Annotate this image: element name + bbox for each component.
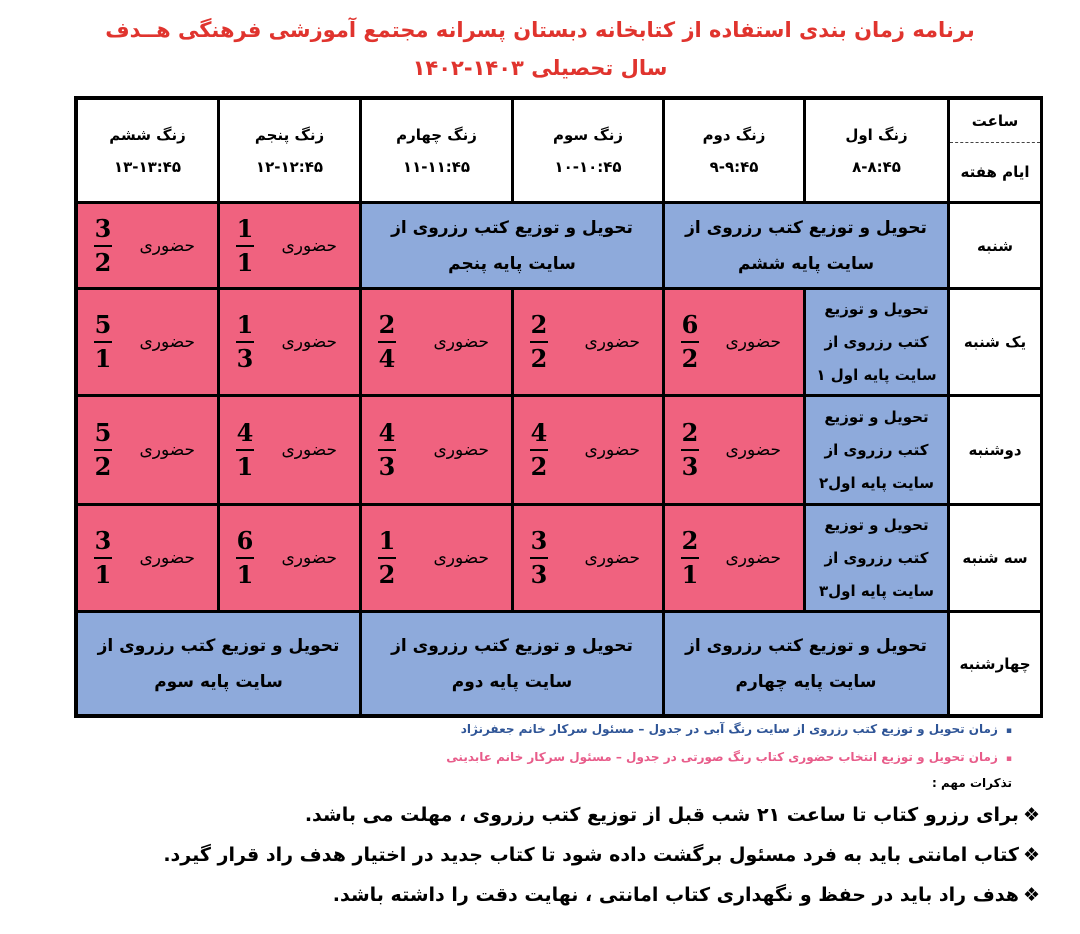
fraction-numerator: 2 <box>378 310 396 339</box>
pink-cell-mon-p6 <box>78 397 217 503</box>
blue-cell-sat-1: تحویل و توزیع کتب رزروی از سایت پایه ششم <box>665 204 947 287</box>
fraction-numerator: 3 <box>94 526 112 555</box>
fraction-denominator: 1 <box>236 560 254 589</box>
pink-cell-tue-p5 <box>220 506 359 610</box>
in-person-label: حضوری <box>725 332 781 352</box>
fraction-bar <box>530 449 548 451</box>
fraction <box>530 419 548 481</box>
pink-cell-tue-p4 <box>362 506 511 610</box>
fraction-numerator: 6 <box>236 526 254 555</box>
fraction-denominator: 3 <box>530 560 548 589</box>
pink-cell-sun-p4 <box>362 290 511 394</box>
pink-cell-sun-p5 <box>220 290 359 394</box>
schedule-table <box>74 96 1043 718</box>
fraction <box>378 419 396 481</box>
pink-note-text: زمان تحویل و توزیع انتخاب حضوری کتاب رنگ صورتی در جدول – مسئول سرکار خانم عابدینی <box>446 750 998 764</box>
fraction-bar <box>378 449 396 451</box>
period-name: زنگ دوم <box>702 125 766 144</box>
page-title: برنامه زمان بندی استفاده از کتابخانه دبستان پسرانه مجتمع آموزشی فرهنگی هــدف <box>105 18 975 42</box>
fraction-denominator: 2 <box>530 452 548 481</box>
fraction-denominator: 2 <box>94 452 112 481</box>
pink-cell-mon-p2 <box>665 397 803 503</box>
hours-label: ساعت <box>950 100 1040 143</box>
page-subtitle: سال تحصیلی ۱۴۰۳-۱۴۰۲ <box>412 56 668 80</box>
weekdays-label: ایام هفته <box>960 162 1030 181</box>
in-person-label: حضوری <box>139 235 195 256</box>
fraction-numerator: 5 <box>94 418 112 447</box>
fraction-bar <box>378 557 396 559</box>
fraction-denominator: 2 <box>530 344 548 373</box>
fraction-bar <box>94 557 112 559</box>
reminders-title: تذکرات مهم : <box>932 776 1012 790</box>
fraction-bar <box>681 341 699 343</box>
fraction-numerator: 4 <box>530 418 548 447</box>
fraction <box>378 527 396 589</box>
fraction-bar <box>236 341 254 343</box>
fraction <box>378 311 396 373</box>
in-person-label: حضوری <box>433 548 489 568</box>
fraction-denominator: 1 <box>236 452 254 481</box>
fraction-bar <box>681 449 699 451</box>
fraction <box>236 215 254 277</box>
pink-cell-sat-p5 <box>220 204 359 287</box>
fraction-numerator: 2 <box>681 418 699 447</box>
period-name: زنگ سوم <box>553 125 623 144</box>
fraction <box>681 311 699 373</box>
fraction-denominator: 4 <box>378 344 396 373</box>
diamond-bullet-icon: ❖ <box>1022 844 1040 866</box>
fraction-denominator: 2 <box>378 560 396 589</box>
in-person-label: حضوری <box>433 440 489 460</box>
fraction <box>236 311 254 373</box>
fraction <box>94 527 112 589</box>
square-bullet-icon: ▪ <box>1005 726 1012 736</box>
period-header-3 <box>514 100 662 201</box>
period-time: ۹-۹:۴۵ <box>709 157 759 176</box>
blue-note <box>461 722 1012 736</box>
fraction-denominator: 1 <box>681 560 699 589</box>
reminder-text: برای رزرو کتاب تا ساعت ۲۱ شب قبل از توزیع کتب رزروی ، مهلت می باشد. <box>304 804 1019 826</box>
fraction-bar <box>378 341 396 343</box>
in-person-label: حضوری <box>584 440 640 460</box>
fraction-denominator: 1 <box>94 560 112 589</box>
fraction-denominator: 2 <box>94 247 112 277</box>
fraction-numerator: 4 <box>378 418 396 447</box>
pink-cell-sun-p2 <box>665 290 803 394</box>
fraction-numerator: 5 <box>94 310 112 339</box>
period-header-6 <box>78 100 217 201</box>
fraction <box>236 419 254 481</box>
in-person-label: حضوری <box>584 548 640 568</box>
period-header-5 <box>220 100 359 201</box>
fraction <box>681 419 699 481</box>
corner-header <box>950 100 1040 201</box>
period-header-1 <box>806 100 947 201</box>
fraction-numerator: 1 <box>378 526 396 555</box>
blue-cell-wed-1: تحویل و توزیع کتب رزروی از سایت پایه چهارم <box>665 613 947 714</box>
fraction-bar <box>94 449 112 451</box>
in-person-label: حضوری <box>139 440 195 460</box>
reminder-item <box>163 844 1040 866</box>
blue-note-text: زمان تحویل و توزیع کتب رزروی از سایت رنگ آبی در جدول – مسئول سرکار خانم جعفرنژاد <box>460 722 998 736</box>
diamond-bullet-icon: ❖ <box>1022 884 1040 906</box>
fraction-numerator: 4 <box>236 418 254 447</box>
fraction-bar <box>530 557 548 559</box>
in-person-label: حضوری <box>281 235 337 256</box>
square-bullet-icon: ▪ <box>1005 754 1012 764</box>
in-person-label: حضوری <box>281 440 337 460</box>
fraction-bar <box>236 245 254 247</box>
period-name: زنگ پنجم <box>254 125 325 144</box>
period-header-4 <box>362 100 511 201</box>
fraction <box>530 311 548 373</box>
period-time: ۱۱-۱۱:۴۵ <box>402 157 471 176</box>
fraction-bar <box>236 449 254 451</box>
fraction-numerator: 3 <box>530 526 548 555</box>
in-person-label: حضوری <box>725 548 781 568</box>
reminder-item <box>305 804 1040 826</box>
fraction-bar <box>94 341 112 343</box>
blue-cell-wed-3: تحویل و توزیع کتب رزروی از سایت پایه سوم <box>78 613 359 714</box>
fraction-numerator: 6 <box>681 310 699 339</box>
fraction <box>681 527 699 589</box>
day-sunday: یک شنبه <box>950 290 1040 394</box>
fraction-denominator: 3 <box>681 452 699 481</box>
pink-cell-tue-p3 <box>514 506 662 610</box>
fraction <box>236 527 254 589</box>
pink-cell-tue-p6 <box>78 506 217 610</box>
in-person-label: حضوری <box>281 548 337 568</box>
blue-cell-mon: تحویل و توزیع کتب رزروی از سایت پایه اول۲ <box>806 397 947 503</box>
in-person-label: حضوری <box>725 440 781 460</box>
pink-note <box>446 750 1012 764</box>
period-name: زنگ چهارم <box>396 125 477 144</box>
pink-cell-sat-p6 <box>78 204 217 287</box>
fraction-numerator: 2 <box>530 310 548 339</box>
day-monday: دوشنبه <box>950 397 1040 503</box>
reminder-item <box>333 884 1040 906</box>
in-person-label: حضوری <box>433 332 489 352</box>
period-time: ۱۳-۱۳:۴۵ <box>113 157 182 176</box>
fraction <box>94 215 112 277</box>
fraction-bar <box>681 557 699 559</box>
period-name: زنگ اول <box>845 125 908 144</box>
period-time: ۱۲-۱۲:۴۵ <box>255 157 324 176</box>
period-time: ۸-۸:۴۵ <box>852 157 901 176</box>
reminder-text: کتاب امانتی باید به فرد مسئول برگشت داده شود تا کتاب جدید در اختیار هدف راد قرار گیرد. <box>163 844 1019 866</box>
fraction-bar <box>530 341 548 343</box>
in-person-label: حضوری <box>584 332 640 352</box>
day-saturday: شنبه <box>950 204 1040 287</box>
fraction-numerator: 2 <box>681 526 699 555</box>
period-header-2 <box>665 100 803 201</box>
fraction <box>94 311 112 373</box>
pink-cell-sun-p6 <box>78 290 217 394</box>
fraction-bar <box>94 245 112 247</box>
day-tuesday: سه شنبه <box>950 506 1040 610</box>
pink-cell-sun-p3 <box>514 290 662 394</box>
pink-cell-tue-p2 <box>665 506 803 610</box>
fraction <box>94 419 112 481</box>
in-person-label: حضوری <box>139 332 195 352</box>
fraction-denominator: 1 <box>236 247 254 277</box>
pink-cell-mon-p3 <box>514 397 662 503</box>
fraction-denominator: 3 <box>236 344 254 373</box>
reminder-text: هدف راد باید در حفظ و نگهداری کتاب امانتی ، نهایت دقت را داشته باشد. <box>332 884 1019 906</box>
in-person-label: حضوری <box>281 332 337 352</box>
blue-cell-tue: تحویل و توزیع کتب رزروی از سایت پایه اول۳ <box>806 506 947 610</box>
period-name: زنگ ششم <box>109 125 186 144</box>
in-person-label: حضوری <box>139 548 195 568</box>
fraction-denominator: 2 <box>681 344 699 373</box>
blue-cell-wed-2: تحویل و توزیع کتب رزروی از سایت پایه دوم <box>362 613 662 714</box>
pink-cell-mon-p4 <box>362 397 511 503</box>
fraction-numerator: 3 <box>94 213 112 243</box>
day-wednesday: چهارشنبه <box>950 613 1040 714</box>
fraction-numerator: 1 <box>236 213 254 243</box>
pink-cell-mon-p5 <box>220 397 359 503</box>
blue-cell-sun: تحویل و توزیع کتب رزروی از سایت پایه اول ۱ <box>806 290 947 394</box>
fraction-denominator: 1 <box>94 344 112 373</box>
blue-cell-sat-2: تحویل و توزیع کتب رزروی از سایت پایه پنجم <box>362 204 662 287</box>
period-time: ۱۰-۱۰:۴۵ <box>554 157 622 176</box>
fraction-numerator: 1 <box>236 310 254 339</box>
fraction <box>530 527 548 589</box>
fraction-denominator: 3 <box>378 452 396 481</box>
fraction-bar <box>236 557 254 559</box>
diamond-bullet-icon: ❖ <box>1022 804 1040 826</box>
